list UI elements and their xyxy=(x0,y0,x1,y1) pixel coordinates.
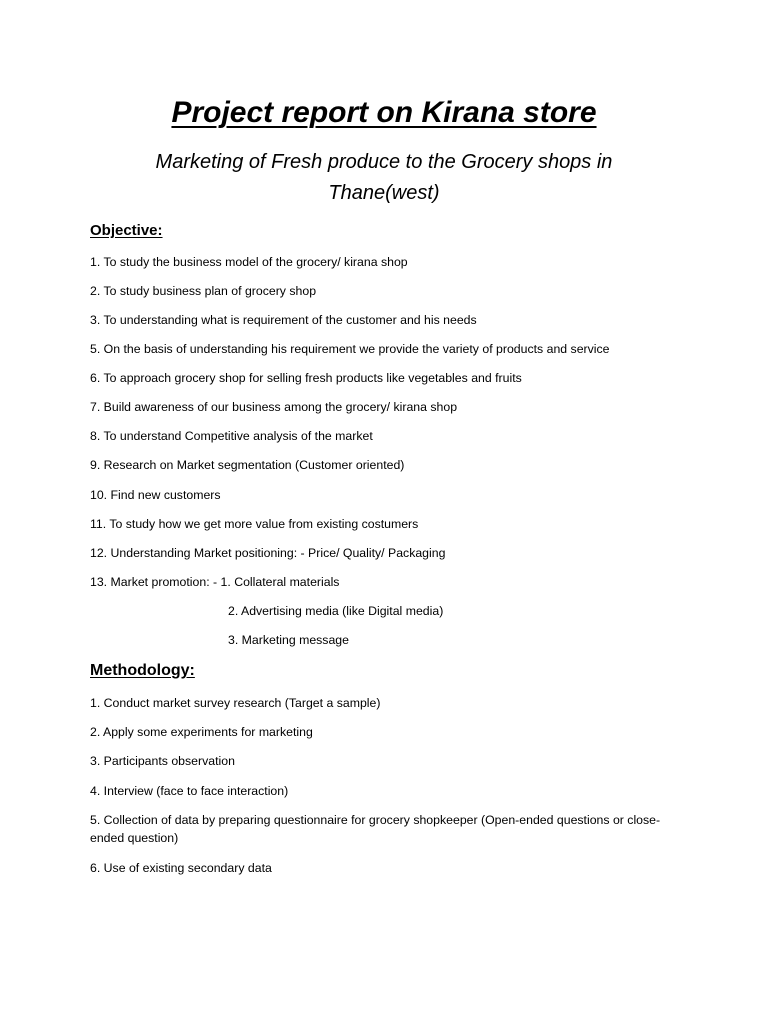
objective-item: 8. To understand Competitive analysis of the market xyxy=(90,429,373,443)
objective-item: 7. Build awareness of our business among the grocery/ kirana shop xyxy=(90,400,458,414)
methodology-item: 4. Interview (face to face interaction) xyxy=(90,784,289,798)
objective-subitem: 2. Advertising media (like Digital media) xyxy=(228,604,444,618)
methodology-item: 1. Conduct market survey research (Target a sample) xyxy=(90,696,381,710)
objective-item: 12. Understanding Market positioning: - Price/ Quality/ Packaging xyxy=(90,546,446,560)
methodology-item: 5. Collection of data by preparing questionnaire for grocery shopkeeper (Open-ended questions or close-ended question) xyxy=(90,813,661,845)
methodology-item: 2. Apply some experiments for marketing xyxy=(90,725,313,739)
objective-item: 13. Market promotion: - 1. Collateral materials xyxy=(90,575,340,589)
objective-item: 1. To study the business model of the grocery/ kirana shop xyxy=(90,255,408,269)
objective-item: 5. On the basis of understanding his requirement we provide the variety of products and service xyxy=(90,342,610,356)
document-title: Project report on Kirana store xyxy=(171,96,597,129)
subtitle-line-1: Marketing of Fresh produce to the Grocery shops in xyxy=(155,151,613,173)
objective-item: 3. To understanding what is requirement of the customer and his needs xyxy=(90,313,477,327)
objective-item: 11. To study how we get more value from existing costumers xyxy=(90,517,419,531)
objective-item: 2. To study business plan of grocery shop xyxy=(90,284,317,298)
objective-item: 10. Find new customers xyxy=(90,488,221,502)
methodology-heading: Methodology: xyxy=(90,662,195,679)
methodology-item: 6. Use of existing secondary data xyxy=(90,861,272,875)
document-subtitle xyxy=(0,147,768,209)
methodology-item: 3. Participants observation xyxy=(90,754,235,768)
objective-item: 6. To approach grocery shop for selling fresh products like vegetables and fruits xyxy=(90,371,522,385)
objective-heading: Objective: xyxy=(90,222,163,239)
subtitle-line-2: Thane(west) xyxy=(328,182,440,204)
objective-item: 9. Research on Market segmentation (Customer oriented) xyxy=(90,458,405,472)
objective-subitem: 3. Marketing message xyxy=(228,633,349,647)
